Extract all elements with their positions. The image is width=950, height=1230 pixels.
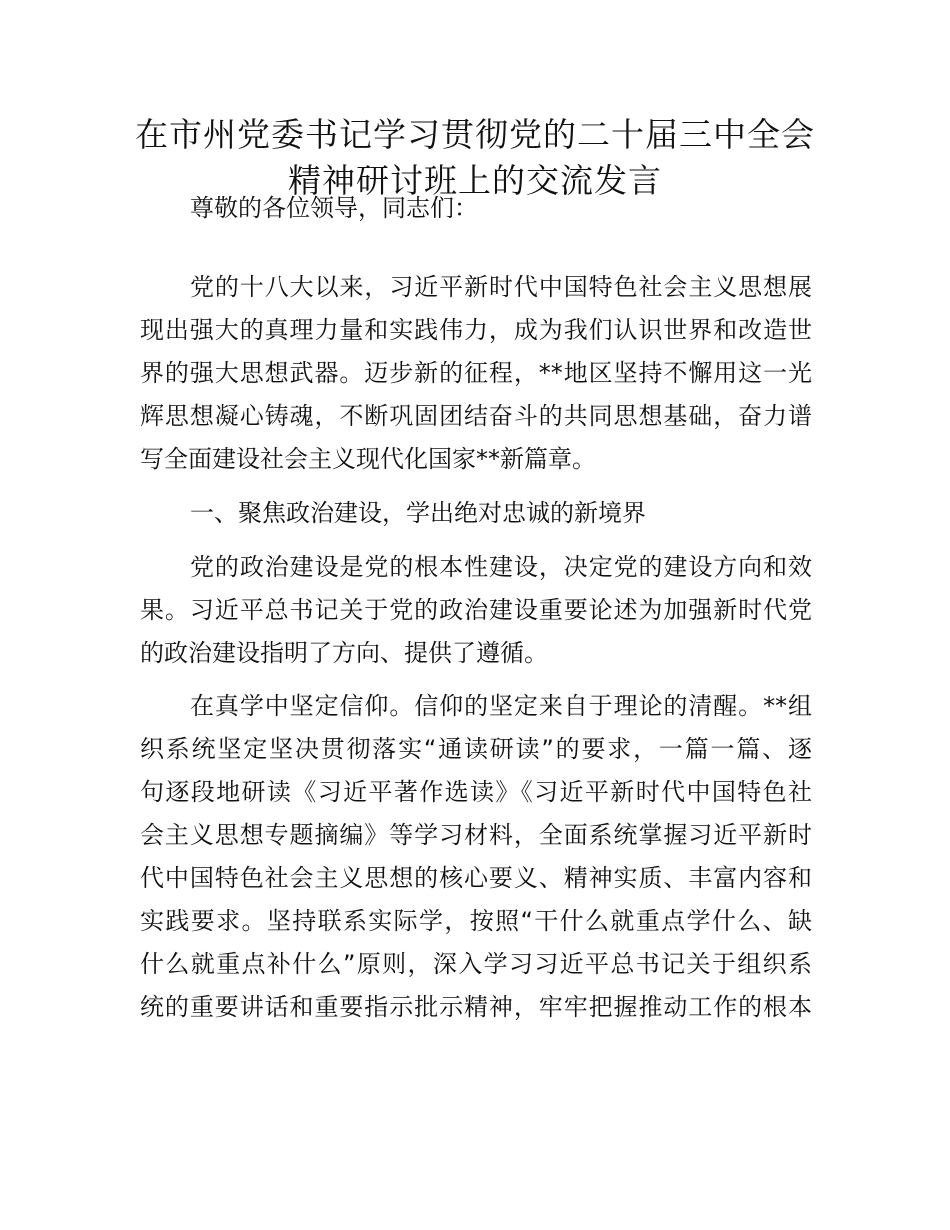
paragraph-line: 界的强大思想武器。迈步新的征程，**地区坚持不懈用这一光 bbox=[140, 359, 812, 387]
document-title-line-2: 精神研讨班上的交流发言 bbox=[288, 161, 662, 200]
paragraph-line: 什么就重点补什么”原则，深入学习习近平总书记关于组织系 bbox=[140, 950, 812, 978]
paragraph-line: 统的重要讲话和重要指示批示精神，牢牢把握推动工作的根本 bbox=[140, 993, 812, 1021]
salutation: 尊敬的各位领导，同志们： bbox=[190, 194, 478, 222]
document-title-line-1: 在市州党委书记学习贯彻党的二十届三中全会 bbox=[135, 115, 815, 154]
paragraph-line: 现出强大的真理力量和实践伟力，成为我们认识世界和改造世 bbox=[140, 316, 812, 344]
paragraph-line: 在真学中坚定信仰。信仰的坚定来自于理论的清醒。**组 bbox=[190, 692, 812, 720]
paragraph-line: 句逐段地研读《习近平著作选读》《习近平新时代中国特色社 bbox=[140, 778, 812, 806]
paragraph-line: 代中国特色社会主义思想的核心要义、精神实质、丰富内容和 bbox=[140, 864, 812, 892]
paragraph-line: 实践要求。坚持联系实际学，按照“干什么就重点学什么、缺 bbox=[140, 907, 812, 935]
paragraph-line: 党的十八大以来，习近平新时代中国特色社会主义思想展 bbox=[190, 273, 812, 301]
section-heading: 一、聚焦政治建设，学出绝对忠诚的新境界 bbox=[190, 499, 646, 527]
paragraph-line: 会主义思想专题摘编》等学习材料，全面系统掌握习近平新时 bbox=[140, 821, 812, 849]
paragraph-line: 党的政治建设是党的根本性建设，决定党的建设方向和效 bbox=[190, 553, 812, 581]
paragraph-line: 织系统坚定坚决贯彻落实“通读研读”的要求，一篇一篇、逐 bbox=[140, 735, 812, 763]
paragraph-line: 辉思想凝心铸魂，不断巩固团结奋斗的共同思想基础，奋力谱 bbox=[140, 402, 812, 430]
paragraph-line: 写全面建设社会主义现代化国家**新篇章。 bbox=[140, 445, 596, 473]
paragraph-line: 的政治建设指明了方向、提供了遵循。 bbox=[140, 639, 548, 667]
paragraph-line: 果。习近平总书记关于党的政治建设重要论述为加强新时代党 bbox=[140, 596, 812, 624]
